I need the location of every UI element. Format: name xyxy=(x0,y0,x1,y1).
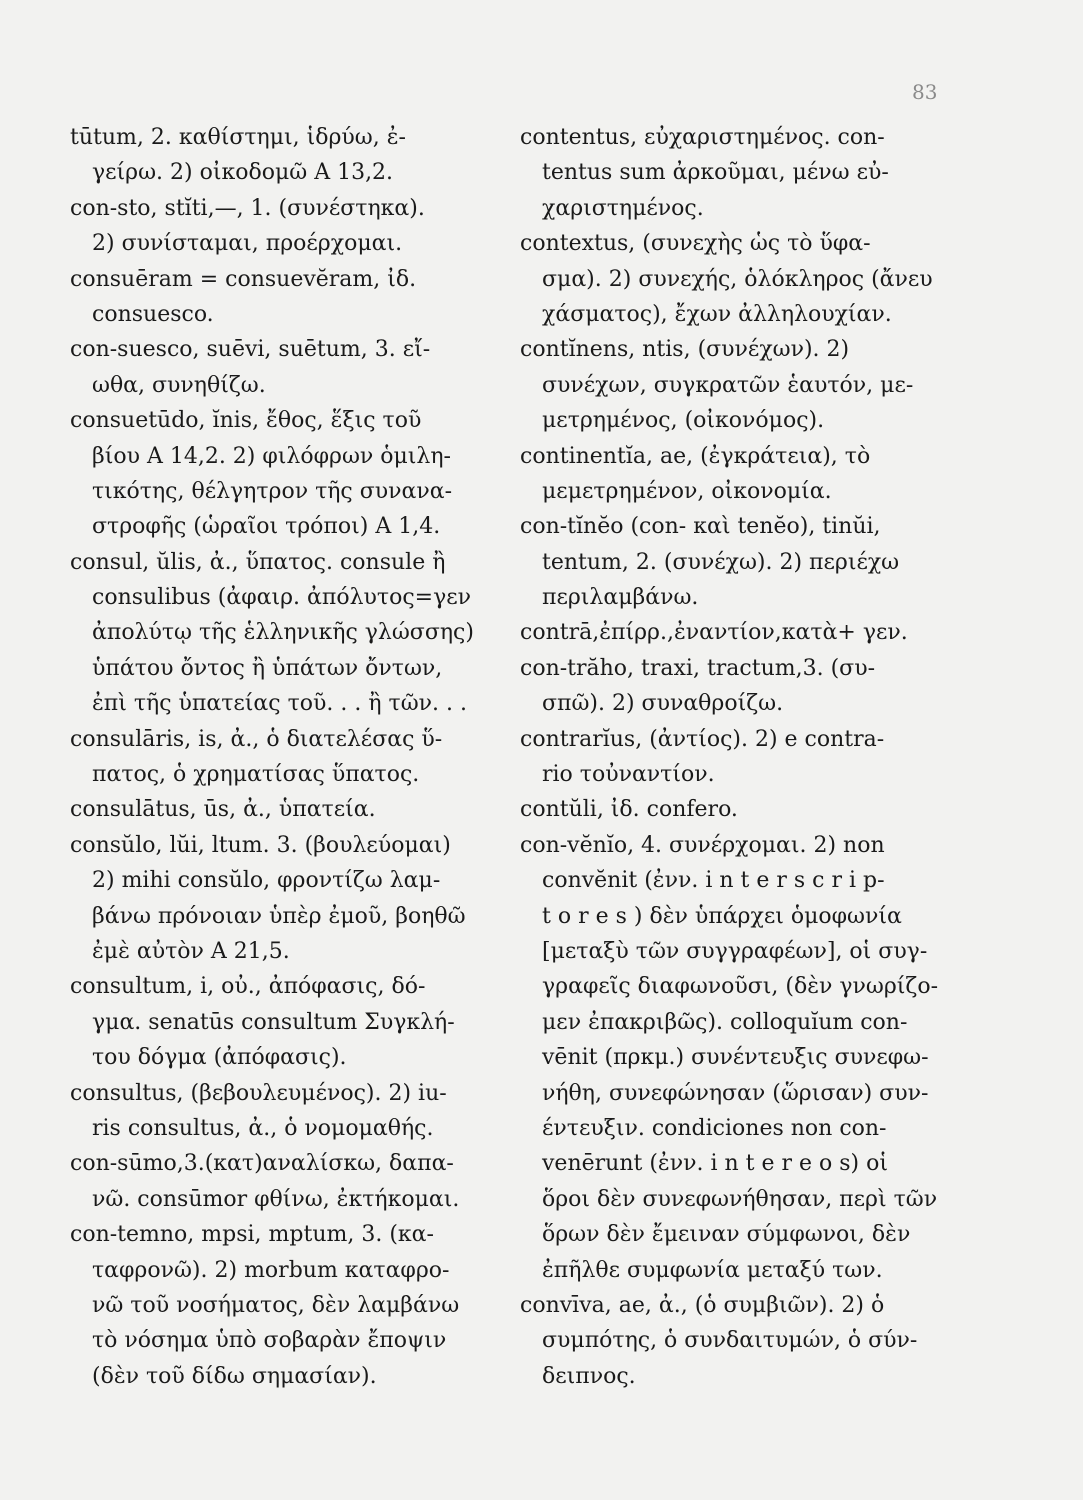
entry-headword-line: consulāris, is, ἀ., ὁ διατελέσας ὕ- xyxy=(70,726,443,752)
entry-continuation-line: ωθα, συνηθίζω. xyxy=(92,372,266,398)
entry-headword-line: con-tĭnĕo (con- καὶ tenĕo), tinŭi, xyxy=(520,514,881,540)
entry-continuation-line: ἐμὲ αὐτὸν A 21,5. xyxy=(92,938,290,964)
entry-continuation-line: ταφρονῶ). 2) morbum καταφρο- xyxy=(92,1257,450,1283)
entry-continuation-line: νῶ τοῦ νοσήματος, δὲν λαμβάνω xyxy=(92,1292,460,1318)
entry-continuation-line: 2) συνίσταμαι, προέρχομαι. xyxy=(92,231,403,257)
entry-headword-line: consultum, i, οὐ., ἀπόφασις, δό- xyxy=(70,974,426,1000)
entry-headword-line: con-suesco, suēvi, suētum, 3. εἴ- xyxy=(70,337,431,363)
entry-continuation-line: βάνω πρόνοιαν ὑπὲρ ἐμοῦ, βοηθῶ xyxy=(92,903,466,929)
entry-headword-line: convīva, ae, ἀ., (ὁ συμβιῶν). 2) ὁ xyxy=(520,1292,885,1318)
left-column xyxy=(70,120,510,1394)
entry-continuation-line: γμα. senatūs consultum Συγκλή- xyxy=(92,1009,455,1035)
entry-headword-line: contrā,ἐπίρρ.,ἐναντίον,κατὰ+ γεν. xyxy=(520,620,908,646)
entry-continuation-line: νῶ. consūmor φθίνω, ἐκτήκομαι. xyxy=(92,1186,460,1212)
entry-headword-line: consulātus, ūs, ἀ., ὑπατεία. xyxy=(70,797,376,823)
entry-headword-line: consul, ŭlis, ἀ., ὕπατος. consule ἢ xyxy=(70,549,446,575)
entry-continuation-line: (δὲν τοῦ δίδω σημασίαν). xyxy=(92,1363,377,1389)
entry-continuation-line: χάσματος), ἔχων ἀλληλουχίαν. xyxy=(542,301,892,327)
entry-headword-line: con-trăho, traxi, tractum,3. (συ- xyxy=(520,655,875,681)
entry-continuation-line: ἐπὶ τῆς ὑπατείας τοῦ. . . ἢ τῶν. . . xyxy=(92,691,467,717)
entry-continuation-line: γραφεῖς διαφωνοῦσι, (δὲν γνωρίζο- xyxy=(542,974,938,1000)
entry-continuation-line: στροφῆς (ὡραῖοι τρόποι) A 1,4. xyxy=(92,514,441,540)
entry-continuation-line: του δόγμα (ἀπόφασις). xyxy=(92,1045,347,1071)
entry-headword-line: consuēram = consuevĕram, ἰδ. xyxy=(70,266,417,292)
entry-headword-line: con-sūmo,3.(κατ)αναλίσκω, δαπα- xyxy=(70,1151,454,1177)
entry-continuation-line: tentum, 2. (συνέχω). 2) περιέχω xyxy=(542,549,900,575)
entry-continuation-line: δειπνος. xyxy=(542,1363,636,1389)
entry-headword-line: contĭnens, ntis, (συνέχων). 2) xyxy=(520,337,850,363)
entry-headword-line: consuetūdo, ĭnis, ἔθος, ἕξις τοῦ xyxy=(70,408,422,434)
entry-continuation-line: συμπότης, ὁ συνδαιτυμών, ὁ σύν- xyxy=(542,1328,918,1354)
entry-continuation-line: convĕnit (ἐνν. i n t e r s c r i p- xyxy=(542,868,885,894)
entry-continuation-line: vēnit (πρκμ.) συνέντευξις συνεφω- xyxy=(542,1045,929,1071)
entry-headword-line: consŭlo, lŭi, ltum. 3. (βουλεύομαι) xyxy=(70,832,451,858)
right-column xyxy=(520,120,970,1394)
entry-continuation-line: [μεταξὺ τῶν συγγραφέων], οἱ συγ- xyxy=(542,938,928,964)
entry-continuation-line: σπῶ). 2) συναθροίζω. xyxy=(542,691,784,717)
entry-continuation-line: νήθη, συνεφώνησαν (ὥρισαν) συν- xyxy=(542,1080,929,1106)
entry-continuation-line: τικότης, θέλγητρον τῆς συνανα- xyxy=(92,478,453,504)
entry-headword-line: contentus, εὐχαριστημένος. con- xyxy=(520,125,885,150)
entry-continuation-line: ἐπῆλθε συμφωνία μεταξύ των. xyxy=(542,1257,883,1283)
entry-headword-line: consultus, (βεβουλευμένος). 2) iu- xyxy=(70,1080,447,1106)
entry-continuation-line: πατος, ὁ χρηματίσας ὕπατος. xyxy=(92,762,420,788)
entry-continuation-line: περιλαμβάνω. xyxy=(542,585,699,611)
entry-continuation-line: tentus sum ἀρκοῦμαι, μένω εὐ- xyxy=(542,160,889,186)
entry-continuation-line: t o r e s ) δὲν ὑπάρχει ὁμοφωνία xyxy=(542,903,902,929)
entry-continuation-line: έντευξιν. condiciones non con- xyxy=(542,1115,887,1141)
entry-headword-line: tūtum, 2. καθίστημι, ἱδρύω, ἐ- xyxy=(70,125,406,150)
entry-continuation-line: συνέχων, συγκρατῶν ἑαυτόν, με- xyxy=(542,372,914,398)
entry-continuation-line: μεν ἐπακριβῶς). colloquĭum con- xyxy=(542,1009,908,1035)
entry-continuation-line: consuesco. xyxy=(92,301,214,327)
entry-headword-line: con-sto, stĭti,—, 1. (συνέστηκα). xyxy=(70,195,425,221)
entry-continuation-line: τὸ νόσημα ὑπὸ σοβαρὰν ἔποψιν xyxy=(92,1328,447,1354)
entry-continuation-line: γείρω. 2) οἰκοδομῶ A 13,2. xyxy=(92,160,394,186)
entry-continuation-line: rio τοὐναντίον. xyxy=(542,762,715,788)
entry-continuation-line: ris consultus, ἀ., ὁ νομομαθής. xyxy=(92,1115,434,1141)
entry-continuation-line: ἀπολύτῳ τῆς ἑλληνικῆς γλώσσης) xyxy=(92,620,474,646)
page-number: 83 xyxy=(912,80,938,104)
entry-continuation-line: consulibus (ἀφαιρ. ἀπόλυτος=γεν xyxy=(92,585,472,611)
entry-headword-line: con-vĕnĭo, 4. συνέρχομαι. 2) non xyxy=(520,832,885,858)
entry-continuation-line: ὅροι δὲν συνεφωνήθησαν, περὶ τῶν xyxy=(542,1186,938,1212)
entry-continuation-line: μεμετρημένον, οἰκονομία. xyxy=(542,478,832,504)
entry-continuation-line: βίου A 14,2. 2) φιλόφρων ὁμιλη- xyxy=(92,443,451,469)
entry-continuation-line: ὑπάτου ὄντος ἢ ὑπάτων ὄντων, xyxy=(92,655,443,681)
entry-headword-line: contrarĭus, (ἀντίος). 2) e contra- xyxy=(520,726,885,752)
entry-continuation-line: venērunt (ἐνν. i n t e r e o s) οἱ xyxy=(542,1151,888,1177)
entry-headword-line: con-temno, mpsi, mptum, 3. (κα- xyxy=(70,1222,434,1248)
entry-continuation-line: ὅρων δὲν ἔμειναν σύμφωνοι, δὲν xyxy=(542,1222,911,1248)
entry-continuation-line: μετρημένος, (οἰκονόμος). xyxy=(542,408,825,434)
entry-continuation-line: 2) mihi consŭlo, φροντίζω λαμ- xyxy=(92,868,441,894)
entry-continuation-line: σμα). 2) συνεχής, ὁλόκληρος (ἄνευ xyxy=(542,266,933,292)
entry-headword-line: contŭli, ἰδ. confero. xyxy=(520,797,738,823)
entry-headword-line: continentĭa, ae, (ἐγκράτεια), τὸ xyxy=(520,443,871,469)
entry-headword-line: contextus, (συνεχὴς ὡς τὸ ὕφα- xyxy=(520,231,871,257)
entry-continuation-line: χαριστημένος. xyxy=(542,195,704,221)
